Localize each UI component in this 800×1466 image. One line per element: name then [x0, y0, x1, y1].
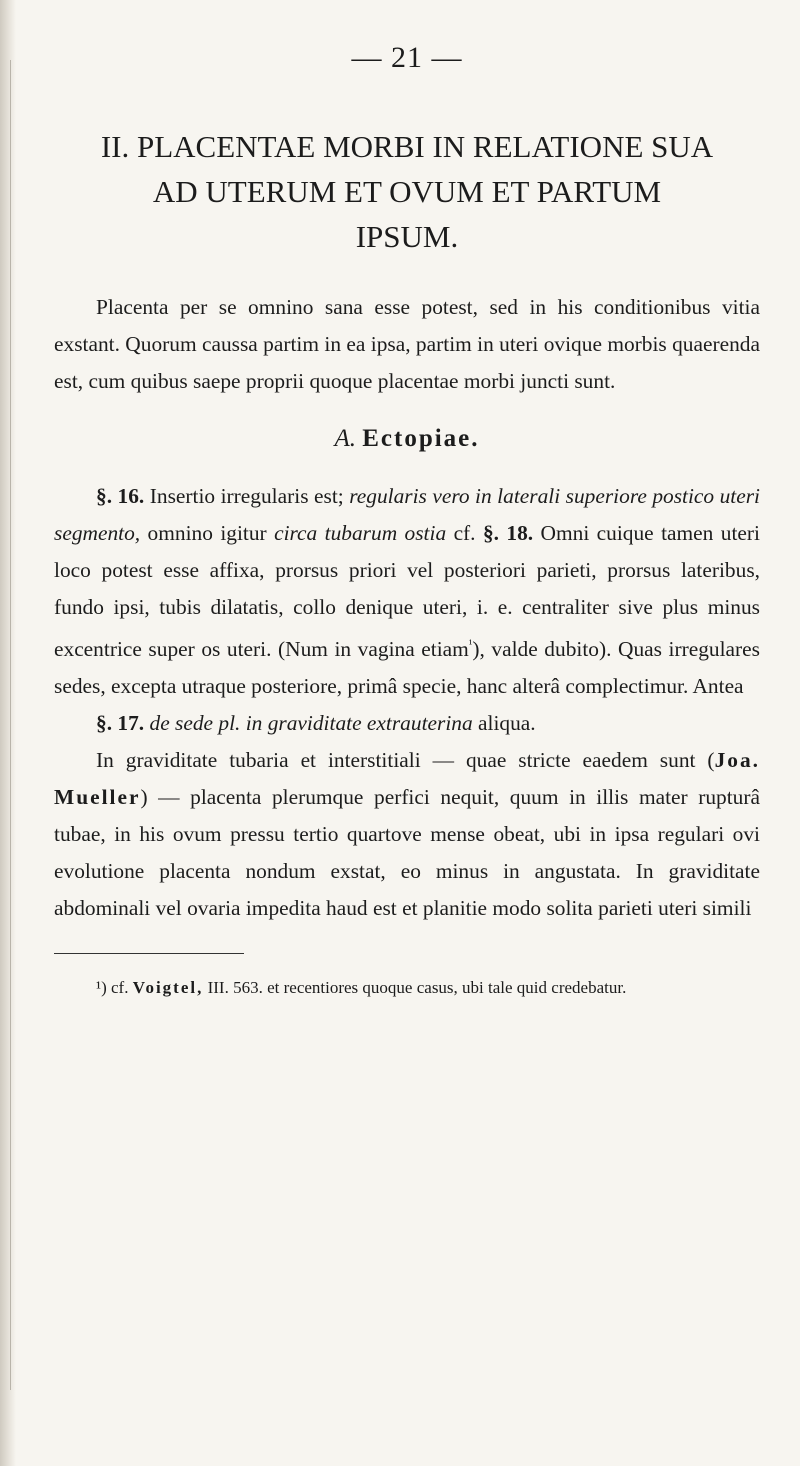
p16-text-c: cf.: [453, 520, 476, 545]
intro-paragraph: Placenta per se omnino sana esse potest, sed in his conditionibus vitia exstant. Quorum caussa partim in ea ipsa, partim in uteri ovique morbis quaerenda est, cum quibus saepe proprii quoque placentae morbi juncti sunt.: [54, 295, 760, 393]
p16-cross-reference: §. 18.: [482, 520, 534, 545]
section-16-number: §. 16.: [96, 483, 145, 508]
section-17-number: §. 17.: [96, 710, 145, 735]
section-title-line-1: II. PLACENTAE MORBI IN RELATIONE SUA: [100, 129, 714, 164]
p16-italic-a: regularis vero in laterali superiore postico uteri segmento,: [54, 483, 761, 545]
paragraph-section-16: [54, 478, 760, 705]
footnote-divider: [54, 953, 244, 954]
footnote-mark: ¹): [96, 977, 107, 997]
paragraph-section-17: [54, 705, 760, 742]
p16-text-d: Omni cuique tamen uteri loco potest esse affixa, prorsus priori vel posteriori parieti, prorsus lateribus, fundo ipsi, tubis dilatatis, collo denique uteri, i. e. centraliter sive plus minus excentrice super os uteri. (Num in vagina etiam: [54, 520, 760, 661]
p16-italic-b: circa tubarum ostia: [274, 520, 447, 545]
footnote: [54, 974, 760, 1002]
paragraph-graviditas-tubaria: [54, 742, 760, 927]
page-number: — 21 —: [351, 41, 463, 74]
footnote-author-voigtel: Voigtel,: [132, 977, 204, 997]
subheading-letter: A.: [334, 425, 356, 452]
subheading-text: Ectopiae.: [362, 425, 480, 452]
page-binding-edge: [0, 0, 16, 1466]
footnote-marker: ¹: [468, 636, 473, 651]
p16-text-e: ), valde dubito). Quas irregulares sedes, excepta utraque posteriore, primâ specie, hanc alterâ complectimur. Antea: [54, 636, 760, 698]
section-title: [54, 124, 760, 259]
p16-text-a: Insertio irregularis est;: [149, 483, 344, 508]
document-page: [54, 40, 760, 1002]
p16-text-b: omnino igitur: [147, 520, 267, 545]
author-name-mueller: Joa. Mueller: [54, 747, 760, 809]
footnote-text-b: III. 563. et recentiores quoque casus, ubi tale quid credebatur.: [207, 977, 627, 997]
p17-text: aliqua.: [478, 710, 536, 735]
page-binding-line: [10, 60, 11, 1390]
tubaria-text-b: ) — placenta plerumque perfici nequit, quum in illis mater rupturâ tubae, in his ovum pressu tertio quartove mense obeat, ubi in ipsa regulari ovi evolutione placenta nondum exstat, eo minus in angustata. In graviditate abdominali vel ovaria impedita haud est et planitie modo solita parieti uteri simili: [54, 784, 760, 920]
subheading-ectopiae: [54, 423, 760, 456]
tubaria-text-a: In graviditate tubaria et interstitiali — quae stricte eaedem sunt (: [96, 747, 715, 772]
section-title-line-2: AD UTERUM ET OVUM ET PARTUM: [152, 174, 662, 209]
p17-italic: de sede pl. in graviditate extrauterina: [149, 710, 473, 735]
footnote-text-a: cf.: [111, 977, 129, 997]
section-title-line-3: IPSUM.: [355, 219, 459, 254]
